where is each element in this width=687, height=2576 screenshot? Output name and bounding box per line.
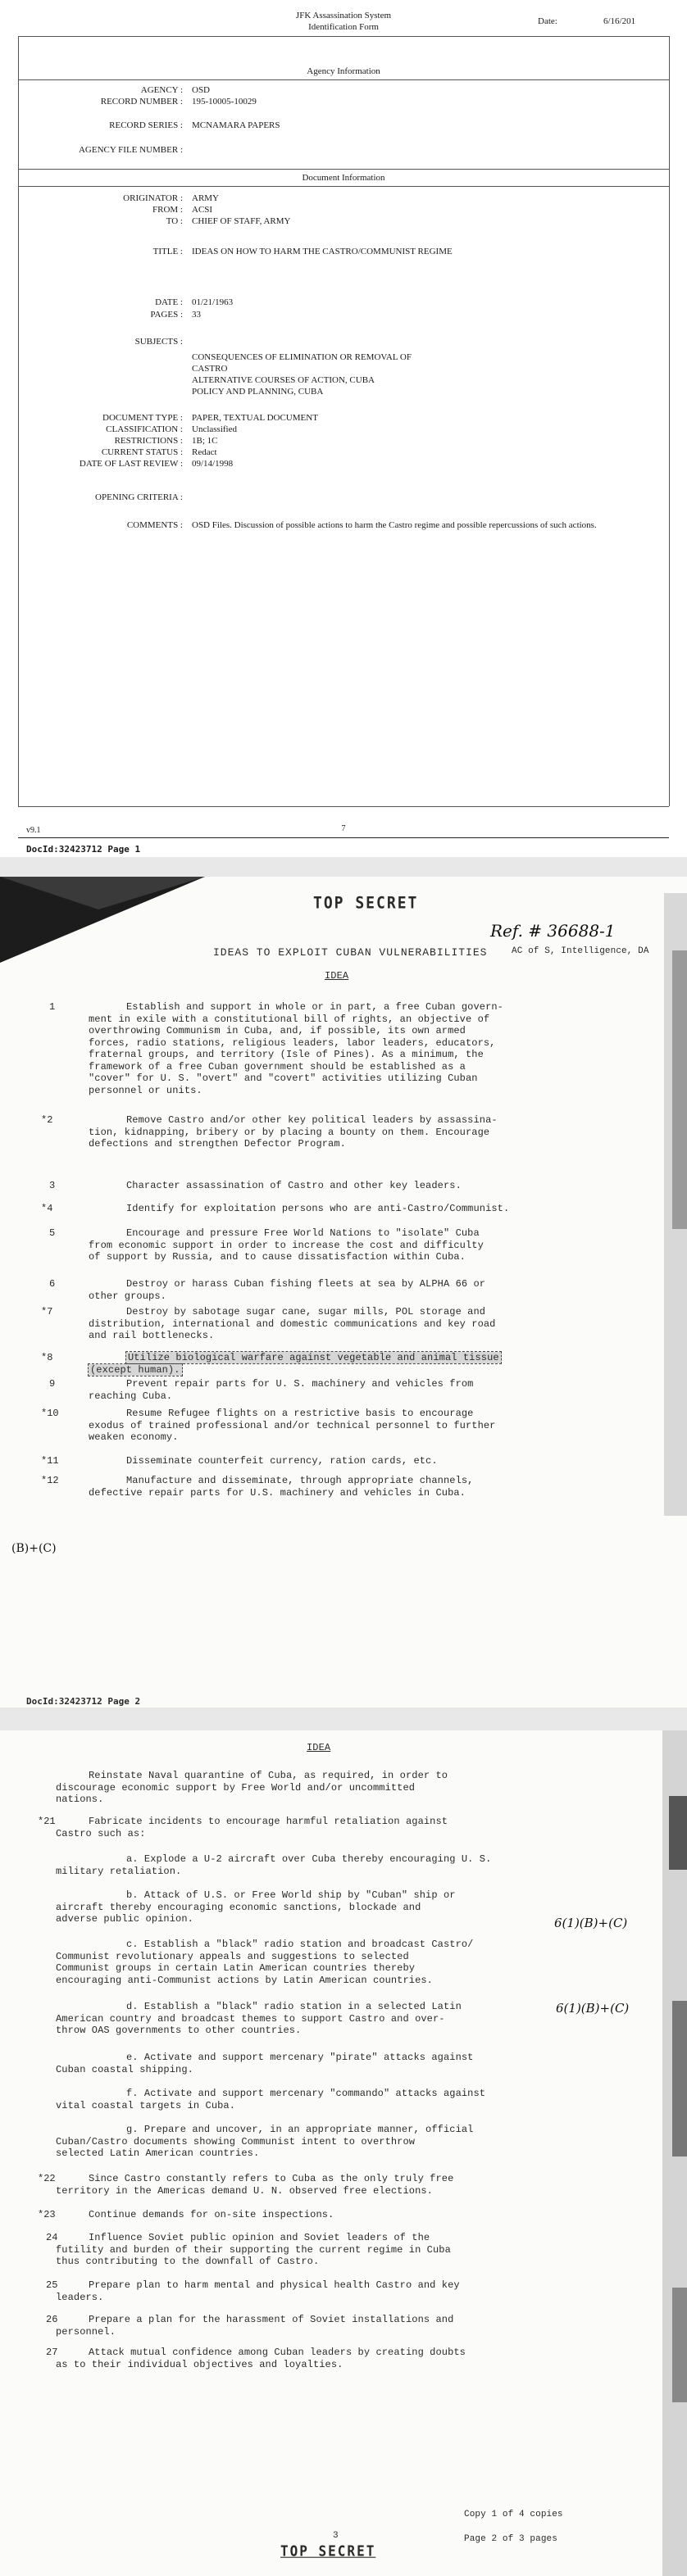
idea-text: reaching Cuba.: [89, 1390, 173, 1402]
idea-column-heading: IDEA: [325, 970, 349, 982]
idea-column-heading: IDEA: [307, 1742, 331, 1753]
idea-text-line: [89, 1420, 495, 1431]
idea-text-line: [89, 1431, 179, 1443]
idea-text: Destroy or harass Cuban fishing fleets at sea by ALPHA 66 or: [126, 1278, 486, 1290]
divider: [18, 169, 669, 170]
idea-text-line: a. Explode a U-2 aircraft over Cuba thereby encouraging U. S.: [126, 1853, 492, 1865]
current-status-value: Redact: [192, 447, 217, 457]
idea-text-line: [89, 1290, 166, 1302]
idea-text-line: [126, 1180, 462, 1191]
idea-text: overthrowing Communism in Cuba, and, if possible, its own armed: [89, 1025, 466, 1036]
idea-text-line: Communist revolutionary appeals and suggestions to selected: [56, 1950, 409, 1962]
idea-text: "cover" for U. S. "overt" and "covert" activities utilizing Cuban: [89, 1073, 478, 1084]
idea-text: Resume Refugee flights on a restrictive basis to encourage: [126, 1408, 474, 1419]
date-value: 6/16/201: [603, 16, 636, 26]
idea-text: Establish and support in whole or in part, a free Cuban govern-: [126, 1001, 503, 1013]
idea-text-line: discourage economic support by Free World and/or uncommitted: [56, 1781, 416, 1794]
idea-number: 24: [46, 2232, 58, 2243]
idea-text-line: b. Attack of U.S. or Free World ship by "Cuban" ship or: [126, 1889, 456, 1901]
idea-number: *2: [41, 1114, 53, 1126]
idea-text-line: Attack mutual confidence among Cuban leaders by creating doubts: [89, 2347, 466, 2358]
idea-text-line: [89, 1487, 466, 1499]
classification-label: CLASSIFICATION :: [106, 424, 183, 434]
idea-text: defective repair parts for U.S. machinery and vehicles in Cuba.: [89, 1486, 466, 1499]
memo-heading: IDEAS TO EXPLOIT CUBAN VULNERABILITIES: [213, 946, 488, 959]
idea-number: *12: [41, 1475, 59, 1486]
current-status-label: CURRENT STATUS :: [101, 447, 183, 457]
originator-value: ARMY: [192, 193, 220, 203]
idea-text-line: [89, 1061, 466, 1073]
divider: [18, 79, 669, 80]
idea-text: and rail bottlenecks.: [89, 1330, 215, 1341]
title-value: IDEAS ON HOW TO HARM THE CASTRO/COMMUNIST REGIME: [192, 247, 453, 256]
idea-number: 5: [49, 1227, 56, 1239]
agency-label: AGENCY :: [140, 85, 183, 95]
memo-page-1: [0, 877, 687, 1708]
idea-number: *4: [41, 1203, 53, 1214]
idea-text-line: [89, 1049, 484, 1060]
idea-text: fraternal groups, and territory (Isle of Pines). As a minimum, the: [89, 1049, 484, 1060]
idea-number: 25: [46, 2279, 58, 2291]
idea-text-line: [89, 1025, 466, 1036]
idea-text-line: [126, 1001, 503, 1013]
idea-text-line: military retaliation.: [56, 1865, 182, 1877]
exemption-note: 6(1)(B)+(C): [556, 2001, 630, 2016]
idea-text-line: encouraging anti-Communist actions by Latin American countries.: [56, 1974, 433, 1986]
idea-text: of support by Russia, and to cause dissatisfaction within Cuba.: [89, 1251, 466, 1263]
page-number: 3: [333, 2531, 339, 2541]
doc-type-label: DOCUMENT TYPE :: [102, 413, 183, 423]
reference-office: AC of S, Intelligence, DA: [512, 946, 649, 956]
scan-edge-graphic: [639, 893, 687, 1516]
scan-edge-graphic: [636, 1730, 687, 2576]
record-series-value: MCNAMARA PAPERS: [192, 120, 280, 130]
idea-number: 3: [49, 1180, 56, 1191]
idea-number: 6: [49, 1278, 56, 1290]
idea-text-line: Fabricate incidents to encourage harmful retaliation against: [89, 1816, 448, 1827]
idea-text-line: [126, 1278, 485, 1290]
idea-text-line: [89, 1390, 172, 1402]
divider: [18, 186, 669, 187]
idea-text-line: d. Establish a "black" radio station in a selected Latin: [126, 2001, 462, 2012]
frame-left: [18, 36, 19, 806]
copy-line: Copy 1 of 4 copies: [464, 2510, 563, 2519]
system-name: JFK Assassination System: [295, 11, 392, 20]
comments-value: OSD Files. Discussion of possible actions to harm the Castro regime and possible repercussions of such actions.: [192, 520, 597, 530]
idea-text-line: g. Prepare and uncover, in an appropriate manner, official: [126, 2124, 474, 2135]
idea-text-line: [126, 1352, 501, 1363]
from-value: ACSI: [192, 205, 213, 215]
idea-text-line: throw OAS governments to other countries.: [56, 2025, 302, 2036]
idea-number: *11: [41, 1455, 59, 1467]
idea-text: Identify for exploitation persons who are anti-Castro/Communist.: [126, 1203, 510, 1214]
idea-text-line: [126, 1227, 480, 1239]
subjects-label: SUBJECTS :: [134, 337, 183, 347]
exemption-note: 6(1)(B)+(C): [554, 1916, 628, 1930]
last-review-label: DATE OF LAST REVIEW :: [79, 459, 183, 469]
idea-text: tion, kidnapping, bribery or by placing a bounty on them. Encourage: [89, 1126, 490, 1138]
from-label: FROM :: [152, 205, 183, 215]
idea-text-line: Castro such as:: [56, 1827, 146, 1839]
idea-text-line: [126, 1203, 509, 1214]
to-value: CHIEF OF STAFF, ARMY: [192, 216, 291, 226]
idea-text-line: nations.: [56, 1794, 104, 1805]
idea-text-line: Influence Soviet public opinion and Soviet leaders of the: [89, 2232, 430, 2243]
idea-text-line: Since Castro constantly refers to Cuba as the only truly free: [89, 2173, 454, 2184]
idea-text-line: [126, 1114, 498, 1126]
docid-label: DocId:32423712 Page 2: [26, 1696, 141, 1707]
opening-criteria-label: OPENING CRITERIA :: [95, 492, 183, 502]
idea-text-line: [89, 1127, 489, 1138]
idea-text-line: American country and broadcast themes to support Castro and over-: [56, 2012, 445, 2025]
idea-text-line: thus contributing to the downfall of Castro.: [56, 2256, 320, 2267]
idea-text: personnel or units.: [89, 1084, 202, 1096]
idea-text-line: personnel.: [56, 2325, 116, 2338]
idea-text-line: Prepare a plan for the harassment of Soviet installations and: [89, 2314, 454, 2325]
form-name: Identification Form: [308, 22, 379, 32]
pages-label: PAGES :: [150, 310, 183, 320]
divider: [18, 806, 669, 807]
idea-text-line: [89, 1138, 346, 1150]
idea-text-line: [89, 1364, 182, 1376]
idea-number: 9: [49, 1378, 56, 1390]
document-date-label: DATE :: [155, 297, 183, 307]
record-number-value: 195-10005-10029: [192, 97, 257, 107]
idea-text-line: f. Activate and support mercenary "commando" attacks against: [126, 2088, 486, 2099]
idea-text-line: adverse public opinion.: [56, 1913, 193, 1925]
subject-item: POLICY AND PLANNING, CUBA: [192, 387, 324, 397]
top-secret-stamp: TOP SECRET: [313, 893, 419, 914]
doc-type-value: PAPER, TEXTUAL DOCUMENT: [192, 413, 318, 423]
identification-form-page: [0, 0, 687, 857]
idea-number: *21: [38, 1816, 56, 1827]
idea-text-line: Continue demands for on-site inspections.: [89, 2209, 334, 2220]
title-label: TITLE :: [152, 247, 183, 256]
page-line: Page 2 of 3 pages: [464, 2534, 557, 2544]
idea-text: Encourage and pressure Free World Nations to "isolate" Cuba: [126, 1227, 480, 1239]
agency-file-label: AGENCY FILE NUMBER :: [78, 145, 183, 155]
frame-right: [669, 36, 670, 806]
idea-number: *22: [38, 2173, 56, 2184]
idea-text-line: selected Latin American countries.: [56, 2147, 260, 2159]
docid-label: DocId:32423712 Page 1: [26, 844, 141, 855]
date-label: Date:: [538, 16, 557, 26]
comments-label: COMMENTS :: [126, 520, 183, 530]
idea-number: 27: [46, 2347, 58, 2358]
subject-item: CONSEQUENCES OF ELIMINATION OR REMOVAL OF: [192, 352, 412, 362]
divider: [18, 36, 669, 37]
top-secret-stamp: TOP SECRET: [280, 2542, 376, 2560]
idea-text: Character assassination of Castro and other key leaders.: [126, 1180, 462, 1191]
idea-text: framework of a free Cuban government should be established as a: [89, 1060, 466, 1073]
to-label: TO :: [166, 216, 183, 226]
idea-text: defections and strengthen Defector Program.: [89, 1138, 346, 1150]
form-header: [0, 10, 687, 33]
idea-text: Disseminate counterfeit currency, ration cards, etc.: [126, 1455, 438, 1467]
restrictions-label: RESTRICTIONS :: [114, 436, 183, 446]
memo-page-2: [0, 1730, 687, 2576]
exemption-note: (B)+(C): [11, 1542, 57, 1555]
idea-text-line: e. Activate and support mercenary "pirate" attacks against: [126, 2052, 474, 2063]
idea-text-line: Reinstate Naval quarantine of Cuba, as required, in order to: [89, 1770, 448, 1781]
idea-text: forces, radio stations, religious leaders, labor leaders, educators,: [89, 1036, 496, 1049]
idea-number: 1: [49, 1001, 56, 1013]
idea-number: *8: [41, 1352, 53, 1363]
subject-item: CASTRO: [192, 364, 228, 374]
subject-item: ALTERNATIVE COURSES OF ACTION, CUBA: [192, 375, 375, 385]
idea-text-line: [89, 1251, 466, 1263]
record-series-label: RECORD SERIES :: [109, 120, 183, 130]
idea-text: Prevent repair parts for U. S. machinery and vehicles from: [126, 1378, 474, 1390]
form-page-number: 7: [341, 824, 346, 833]
idea-text-line: [126, 1455, 438, 1467]
idea-text-line: [89, 1318, 495, 1330]
idea-text: weaken economy.: [89, 1431, 179, 1443]
idea-text-line: [126, 1408, 473, 1419]
idea-text: Utilize biological warfare against vegetable and animal tissue: [128, 1352, 499, 1363]
idea-text-line: Cuban coastal shipping.: [56, 2063, 193, 2075]
idea-text-line: [89, 1330, 214, 1341]
idea-number: 26: [46, 2314, 58, 2325]
idea-text-line: [89, 1240, 484, 1251]
agency-info-title: Agency Information: [307, 66, 380, 76]
reference-number: Ref. # 36688-1: [490, 921, 616, 941]
idea-number: *10: [41, 1408, 59, 1419]
idea-text-line: [126, 1378, 473, 1390]
idea-text-line: Cuban/Castro documents showing Communist intent to overthrow: [56, 2135, 416, 2147]
idea-text-line: [89, 1073, 478, 1084]
idea-text-line: aircraft thereby encouraging economic sanctions, blockade and: [56, 1901, 421, 1913]
idea-text: other groups.: [89, 1290, 166, 1302]
restrictions-value: 1B; 1C: [192, 436, 218, 446]
idea-text: distribution, international and domestic communications and key road: [89, 1317, 496, 1330]
pages-value: 33: [192, 310, 201, 320]
idea-text-line: Prepare plan to harm mental and physical health Castro and key: [89, 2279, 460, 2291]
idea-text-line: [89, 1014, 489, 1025]
idea-text-line: [89, 1085, 202, 1096]
idea-text: Manufacture and disseminate, through appropriate channels,: [126, 1475, 474, 1486]
idea-number: *7: [41, 1306, 53, 1317]
idea-text-line: c. Establish a "black" radio station and broadcast Castro/: [126, 1939, 474, 1950]
idea-text-line: [89, 1037, 495, 1049]
record-number-label: RECORD NUMBER :: [100, 97, 183, 107]
form-version: v9.1: [26, 826, 41, 835]
classification-value: Unclassified: [192, 424, 237, 434]
idea-text-line: Communist groups in certain Latin American countries thereby: [56, 1962, 416, 1974]
idea-text-line: futility and burden of their supporting the current regime in Cuba: [56, 2243, 451, 2256]
idea-text-line: leaders.: [56, 2291, 104, 2303]
idea-text: exodus of trained professional and/or technical personnel to further: [89, 1419, 496, 1431]
idea-text: Destroy by sabotage sugar cane, sugar mills, POL storage and: [126, 1306, 486, 1317]
idea-text: (except human).: [90, 1363, 180, 1376]
scan-shadow-graphic: [0, 877, 213, 967]
agency-value: OSD: [192, 85, 211, 95]
idea-text-line: [126, 1475, 473, 1486]
idea-text: ment in exile with a constitutional bill of rights, an objective of: [89, 1013, 490, 1025]
document-date-value: 01/21/1963: [192, 297, 234, 307]
idea-text: Remove Castro and/or other key political leaders by assassina-: [126, 1114, 498, 1126]
idea-number: *23: [38, 2209, 56, 2220]
divider: [18, 837, 669, 838]
originator-label: ORIGINATOR :: [123, 193, 183, 203]
idea-text-line: [126, 1306, 485, 1317]
idea-text: from economic support in order to increase the cost and difficulty: [89, 1239, 484, 1251]
document-info-title: Document Information: [302, 173, 385, 183]
idea-text-line: territory in the Americas demand U. N. observed free elections.: [56, 2184, 433, 2197]
idea-text-line: as to their individual objectives and loyalties.: [56, 2358, 344, 2370]
last-review-value: 09/14/1998: [192, 459, 234, 469]
idea-text-line: vital coastal targets in Cuba.: [56, 2099, 236, 2111]
